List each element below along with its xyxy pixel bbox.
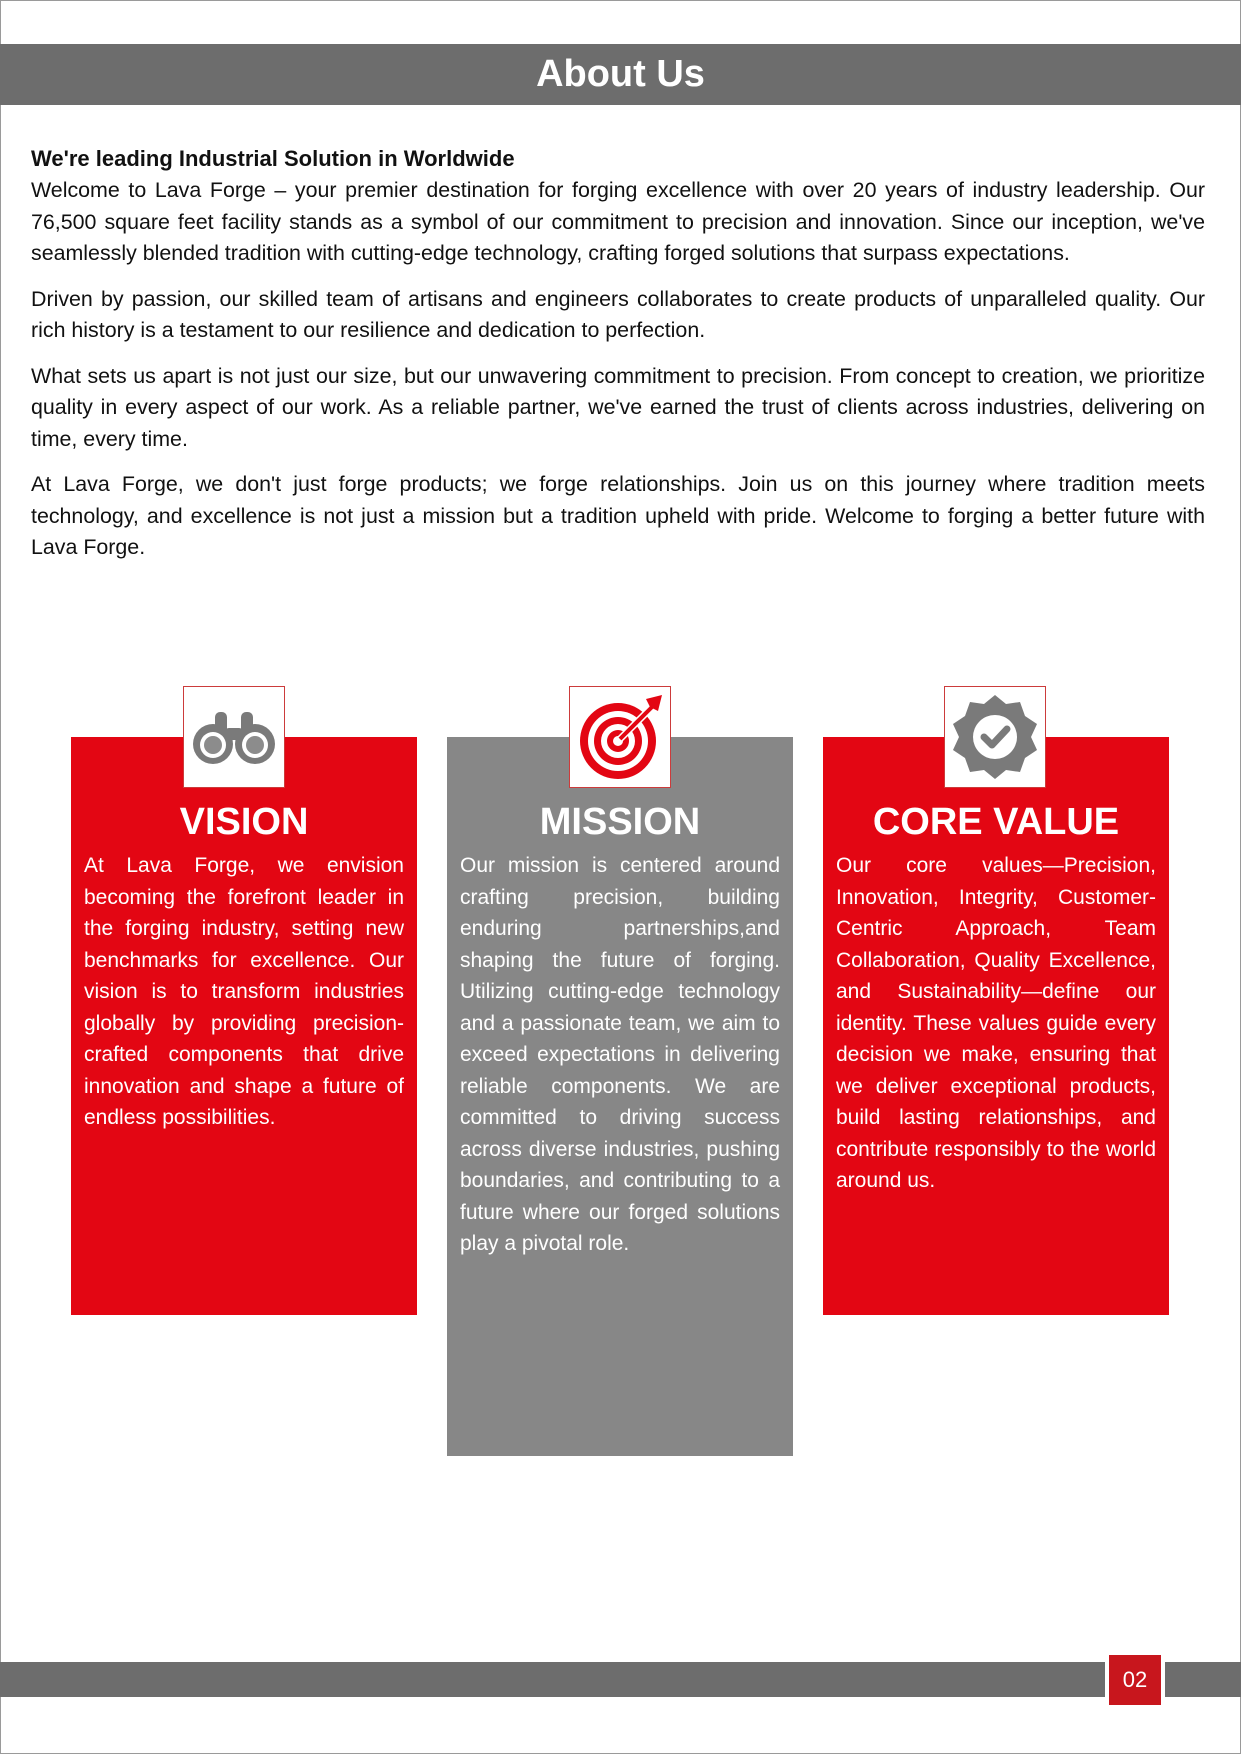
core-value-title: CORE VALUE: [872, 801, 1120, 843]
vision-title: VISION: [179, 801, 309, 843]
mission-card: [447, 737, 793, 1456]
intro-heading: We're leading Industrial Solution in Worldwide: [31, 146, 515, 171]
footer-bar: [0, 1662, 1241, 1697]
badge-check-icon: [944, 686, 1046, 788]
core-value-card: [823, 737, 1169, 1315]
intro-section: [31, 143, 1205, 578]
intro-paragraph: At Lava Forge, we don't just forge products; we forge relationships. Join us on this journey where tradition meets technology, and excellence is not just a mission but a tradition upheld with pride. Welcome to forging a better future with Lava Forge.: [31, 472, 1205, 559]
intro-paragraph: What sets us apart is not just our size, but our unwavering commitment to precision. From concept to creation, we prioritize quality in every aspect of our work. As a reliable partner, we've earned the trust of clients across industries, delivering on time, every time.: [31, 363, 1205, 451]
page-title: About Us: [0, 44, 1241, 105]
vision-text: At Lava Forge, we envision becoming the forefront leader in the forging industry, setting new benchmarks for excellence. Our vision is to transform industries globally by providing precision-crafted components that drive innovation and shape a future of endless possibilities.: [84, 854, 404, 1129]
vision-card: [71, 737, 417, 1315]
page-number: 02: [1109, 1655, 1161, 1705]
intro-paragraph: Welcome to Lava Forge – your premier destination for forging excellence with over 20 years of industry leadership. Our 76,500 square feet facility stands as a symbol of our commitment to precision and innovation. Since our inception, we've seamlessly blended tradition with cutting-edge technology, crafting forged solutions that surpass expectations.: [31, 178, 1205, 265]
binoculars-icon: [183, 686, 285, 788]
intro-paragraph: Driven by passion, our skilled team of artisans and engineers collaborates to create products of unparalleled quality. Our rich history is a testament to our resilience and dedication to perfection.: [31, 286, 1205, 342]
mission-title: MISSION: [539, 801, 701, 843]
page-number-badge: [1105, 1655, 1165, 1705]
core-value-text: Our core values—Precision, Innovation, Integrity, Customer-Centric Approach, Team Collaboration, Quality Excellence, and Sustainability—define our identity. These values guide every decision we make, ensuring that we deliver exceptional products, build lasting relationships, and contribute responsibly to the world around us.: [836, 854, 1156, 1192]
target-icon: [569, 686, 671, 788]
mission-text: Our mission is centered around crafting precision, building enduring partnerships,and shaping the future of forging. Utilizing cutting-edge technology and a passionate team, we aim to exceed expectations in delivering reliable components. We are committed to driving success across diverse industries, pushing boundaries, and contributing to a future where our forged solutions play a pivotal role.: [460, 854, 780, 1255]
